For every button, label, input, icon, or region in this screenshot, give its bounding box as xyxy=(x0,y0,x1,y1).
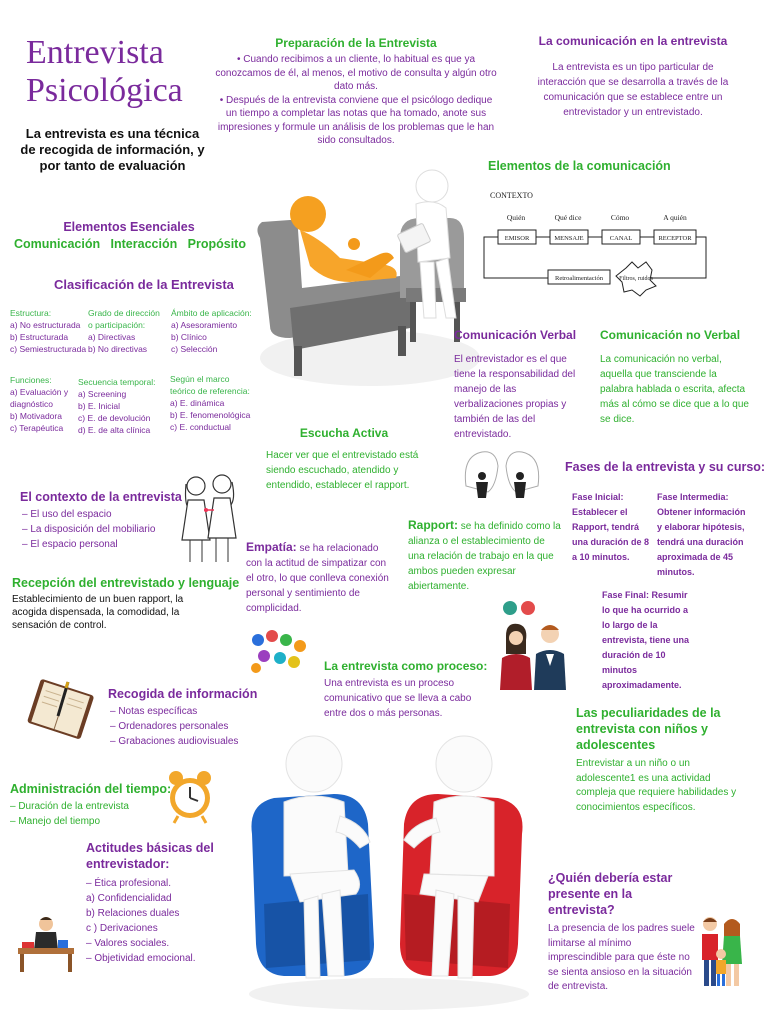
diagram-feedback-text: Retroalimentación xyxy=(554,275,604,282)
therapy-scene-illustration xyxy=(250,158,480,398)
sequence-title: Secuencia temporal: xyxy=(78,377,156,387)
structure-item: a) No estructurada xyxy=(10,320,81,330)
preparation-section xyxy=(214,36,498,148)
social-network-icon xyxy=(248,628,310,674)
diagram-how-label: Cómo xyxy=(610,213,630,222)
listening-heading: Escucha Activa xyxy=(299,426,389,440)
time-item: – Duración de la entrevista xyxy=(10,801,129,812)
children-section xyxy=(576,705,744,815)
scope-item: a) Asesoramiento xyxy=(171,320,238,330)
attitudes-heading: Actitudes básicas del entrevistador: xyxy=(86,841,214,871)
attitudes-item: a) Confidencialidad xyxy=(86,893,172,904)
empathy-heading: Empatía: xyxy=(246,540,297,554)
conversation-chairs-illustration xyxy=(244,724,534,1014)
presence-heading: ¿Quién debería estar presente en la entrevista? xyxy=(548,871,673,917)
attitudes-item: – Ética profesional. xyxy=(86,878,172,889)
functions-title: Funciones: xyxy=(10,375,52,385)
nonverbal-section xyxy=(600,328,750,427)
context-heading: El contexto de la entrevista xyxy=(20,490,182,504)
diagram-receiver-text: RECEPTOR xyxy=(658,235,692,242)
functions-item: a) Evaluación y diagnóstico xyxy=(10,387,69,409)
rapport-section xyxy=(408,518,564,594)
time-section xyxy=(10,782,180,829)
context-item: – La disposición del mobiliario xyxy=(22,524,156,535)
diagram-who-label: Quién xyxy=(506,213,526,222)
sequence-item: b) E. Inicial xyxy=(78,401,121,411)
intro-text: La entrevista es una técnica de recogida de información, y por tanto de evaluación xyxy=(20,126,205,173)
structure-item: c) Semiestructurada xyxy=(10,344,87,354)
context-item: – El uso del espacio xyxy=(22,509,112,520)
collection-heading: Recogida de información xyxy=(108,687,258,701)
nonverbal-heading: Comunicación no Verbal xyxy=(600,328,741,342)
degree-title: Grado de dirección o participación: xyxy=(88,308,160,330)
empathy-text: se ha relacionado con la actitud de simpatizar con el otro, lo que conlleva conexión personal y sentimiento de complicidad. xyxy=(246,543,389,614)
verbal-section xyxy=(454,328,582,442)
phase-intermediate: Fase Intermedia: Obtener información y elaborar hipótesis, tendrá una duración aproximada de 45 minutos. xyxy=(657,492,746,577)
children-text: Entrevistar a un niño o un adolescente1 es una actividad compleja que requiere habilidades y conocimientos específicos. xyxy=(576,758,737,813)
reception-section xyxy=(12,576,242,632)
diagram-to-whom-label: A quién xyxy=(663,213,687,222)
alarm-clock-icon xyxy=(166,768,214,826)
phases-heading: Fases de la entrevista y su curso: xyxy=(565,460,766,474)
girls-illustration xyxy=(176,470,242,566)
functions-item: c) Terapéutica xyxy=(10,423,64,433)
essential-elements xyxy=(14,220,244,251)
scope-item: b) Clínico xyxy=(171,332,207,342)
diagram-context-label: CONTEXTO xyxy=(490,191,533,200)
diagram-message-text: MENSAJE xyxy=(554,235,584,242)
reception-text: Establecimiento de un buen rapport, la acogida dispensada, la comodidad, la sensación de control. xyxy=(12,594,184,631)
process-section xyxy=(324,659,496,721)
presence-text: La presencia de los padres suele limitarse al mínimo imprescindible para que éste no se sienta ansioso en la situación de entrevista. xyxy=(548,923,695,992)
scope-title: Ámbito de aplicación: xyxy=(171,308,252,318)
phase-final: Fase Final: Resumir lo que ha ocurrido a lo largo de la entrevista, tiene una duración de 10 minutos aproximadamente. xyxy=(602,590,690,690)
context-item: – El espacio personal xyxy=(22,539,118,550)
classification-functions xyxy=(10,374,78,434)
family-illustration xyxy=(694,914,750,990)
essential-elements-heading: Elementos Esenciales xyxy=(63,220,195,234)
functions-item: b) Motivadora xyxy=(10,411,62,421)
collection-item: – Notas específicas xyxy=(110,706,198,717)
essential-elements-items: Comunicación Interacción Propósito xyxy=(14,237,246,251)
attitudes-item: c ) Derivaciones xyxy=(86,923,158,934)
couple-talking-illustration xyxy=(496,600,572,692)
attitudes-item: b) Relaciones duales xyxy=(86,908,180,919)
diagram-filters-text: Filtros, ruidos xyxy=(619,276,653,282)
children-heading: Las peculiaridades de la entrevista con niños y adolescentes xyxy=(576,706,721,752)
comm-elements-heading: Elementos de la comunicación xyxy=(488,159,671,173)
attitudes-item: – Objetividad emocional. xyxy=(86,953,196,964)
preparation-p2: • Después de la entrevista conviene que el psicólogo dedique un tiempo a completar las notas que ha tomado, anote sus impresiones y formule un análisis de los problemas que le han sido consultados. xyxy=(217,94,495,146)
sequence-item: c) E. de devolución xyxy=(78,413,151,423)
diagram-what-label: Qué dice xyxy=(554,213,582,222)
empathy-section xyxy=(246,540,396,616)
rapport-text: se ha definido como la alianza o el establecimiento de una relación de trabajo en la que ambos pueden expresar abiertamente. xyxy=(408,521,561,592)
nonverbal-text: La comunicación no verbal, aquella que transciende la palabra hablada o escrita, afecta más al cómo se dice que a lo que se dice. xyxy=(600,354,749,425)
sequence-item: a) Screening xyxy=(78,389,127,399)
collection-item: – Grabaciones audiovisuales xyxy=(110,736,239,747)
collection-item: – Ordenadores personales xyxy=(110,721,229,732)
communication-section xyxy=(530,34,736,120)
classification-structure xyxy=(10,307,88,355)
structure-title: Estructura: xyxy=(10,308,52,318)
process-heading: La entrevista como proceso: xyxy=(324,659,488,673)
degree-item: a) Directivas xyxy=(88,332,136,342)
structure-item: b) Estructurada xyxy=(10,332,69,342)
verbal-heading: Comunicación Verbal xyxy=(454,328,577,342)
diagram-channel-text: CANAL xyxy=(609,235,633,242)
framework-item: a) E. dinámica xyxy=(170,398,225,408)
preparation-heading: Preparación de la Entrevista xyxy=(275,36,437,50)
verbal-text: El entrevistador es el que tiene la responsabilidad del manejo de las verbalizaciones propias y también de las del entrevistado. xyxy=(454,354,576,440)
phase-initial: Fase Inicial: Establecer el Rapport, tendrá una duración de 8 a 10 minutos. xyxy=(572,492,650,562)
classification-sequence xyxy=(78,376,168,436)
classification-scope xyxy=(171,307,261,355)
listening-text: Hacer ver que el entrevistado está siendo escuchado, atendido y entendido, establecer el rapport. xyxy=(266,450,419,491)
rapport-heading: Rapport: xyxy=(408,518,458,532)
classification-degree xyxy=(88,307,166,355)
process-text: Una entrevista es un proceso comunicativo que se lleva a cabo entre dos o más personas. xyxy=(324,678,472,719)
classification-framework xyxy=(170,373,256,433)
communication-text: La entrevista es un tipo particular de interacción que se desarrolla a través de la comunicación que se establece entre un entrevistador y un entrevistado. xyxy=(537,62,729,118)
time-item: – Manejo del tiempo xyxy=(10,816,101,827)
listening-section xyxy=(266,426,442,493)
heads-dialogue-illustration xyxy=(460,446,544,508)
time-heading: Administración del tiempo: xyxy=(10,782,172,796)
framework-title: Según el marco teórico de referencia: xyxy=(170,374,250,396)
context-section xyxy=(20,490,190,552)
reception-heading: Recepción del entrevistado y lenguaje xyxy=(12,576,240,590)
degree-item: b) No directivas xyxy=(88,344,148,354)
sequence-item: d) E. de alta clínica xyxy=(78,425,151,435)
page-title xyxy=(26,34,226,110)
communication-heading: La comunicación en la entrevista xyxy=(538,34,728,48)
communication-diagram xyxy=(480,186,712,298)
diagram-emitter-text: EMISOR xyxy=(504,235,530,242)
classification-heading: Clasificación de la Entrevista xyxy=(54,277,234,292)
scope-item: c) Selección xyxy=(171,344,218,354)
notebook-illustration xyxy=(22,676,98,746)
title-line-2: Psicológica xyxy=(26,72,183,109)
attitudes-item: – Valores sociales. xyxy=(86,938,170,949)
framework-item: b) E. fenomenológica xyxy=(170,410,251,420)
presence-section xyxy=(548,870,698,995)
framework-item: c) E. conductual xyxy=(170,422,231,432)
interviewer-desk-illustration xyxy=(14,910,78,974)
title-line-1: Entrevista xyxy=(26,34,164,71)
attitudes-section xyxy=(86,840,256,966)
preparation-p1: • Cuando recibimos a un cliente, lo habitual es que ya conozcamos de él, al menos, el motivo de consulta y algún otro dato más. xyxy=(215,54,497,92)
